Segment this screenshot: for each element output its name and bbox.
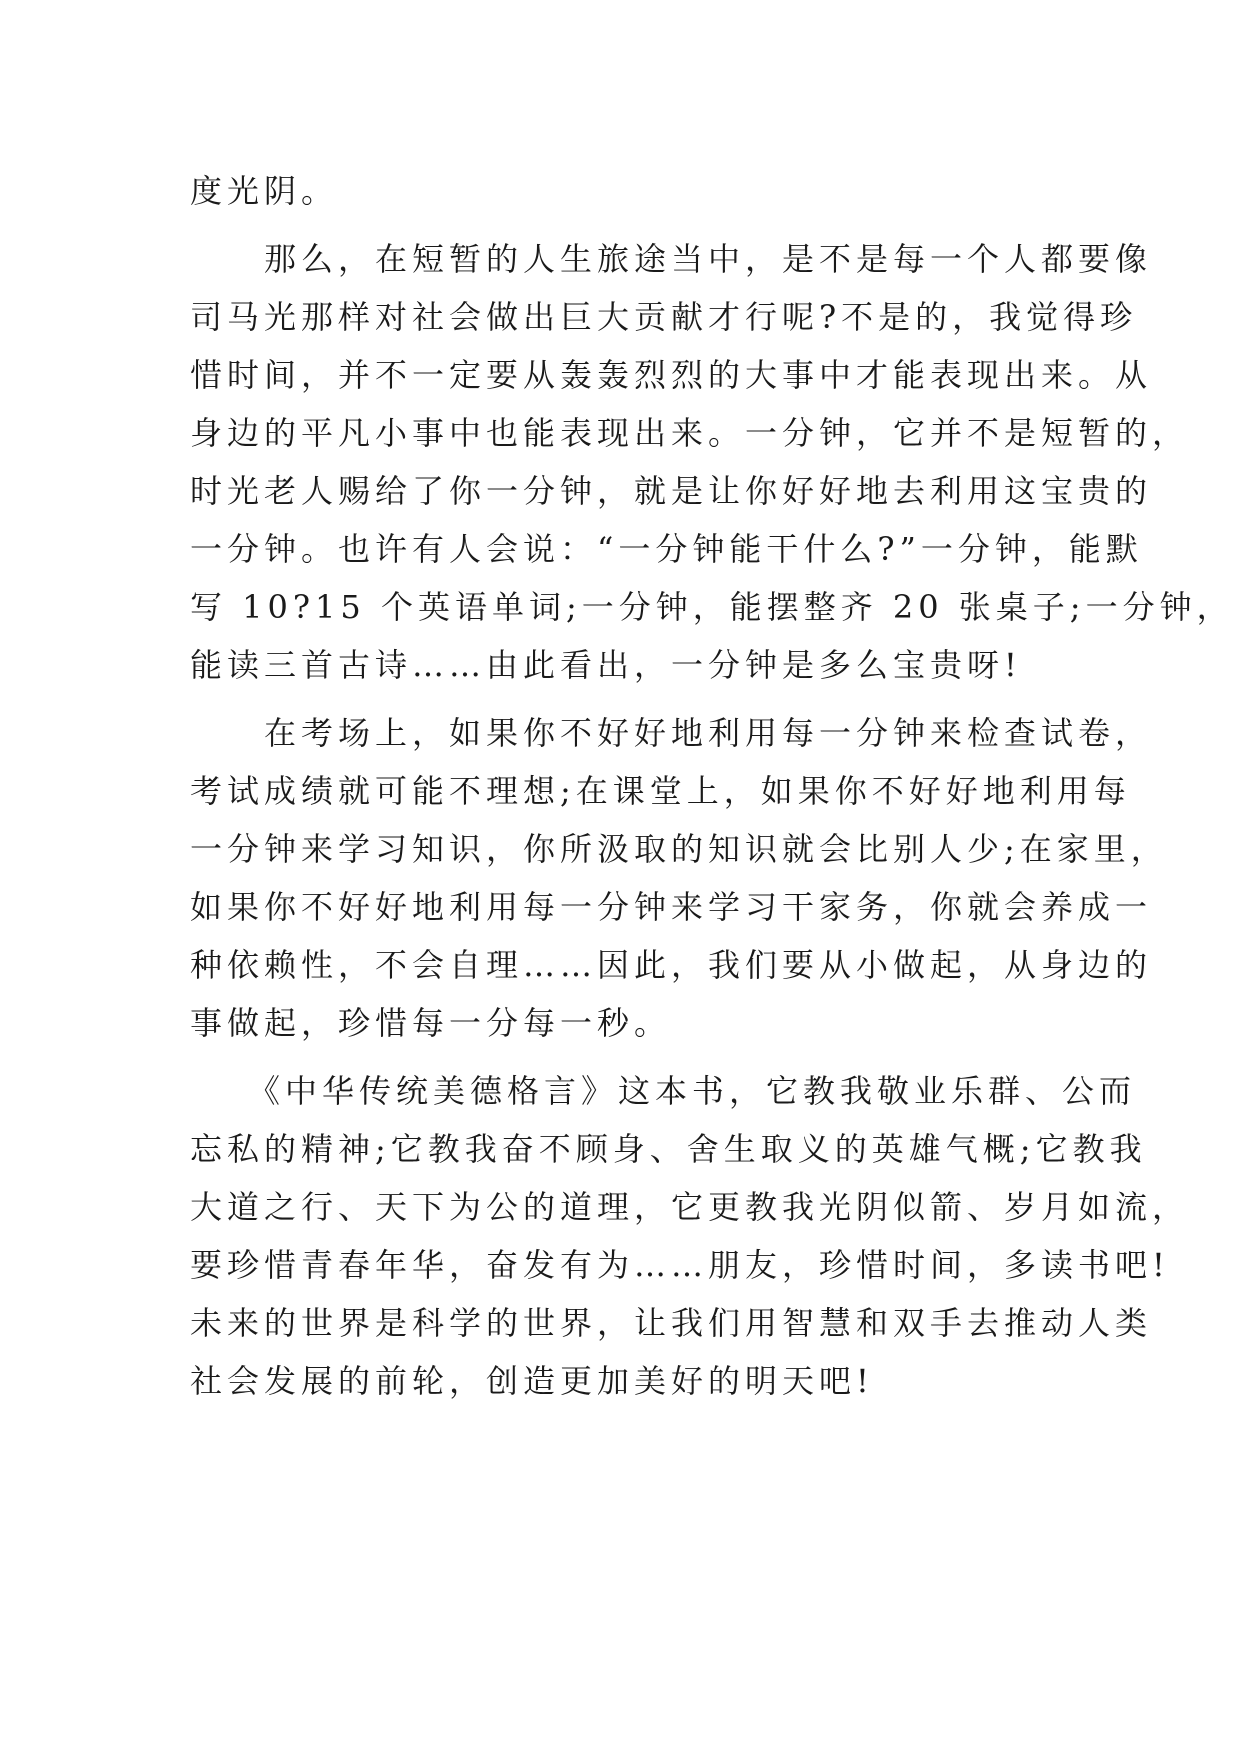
text-line: 如果你不好好地利用每一分钟来学习干家务，你就会养成一	[190, 888, 1153, 926]
text-line: 考试成绩就可能不理想;在课堂上，如果你不好好地利用每	[190, 772, 1131, 810]
text-line: 《中华传统美德格言》这本书，它教我敬业乐群、公而	[190, 1072, 1137, 1110]
paragraph	[190, 704, 1168, 1052]
text-line: 在考场上，如果你不好好地利用每一分钟来检查试卷，	[190, 714, 1153, 752]
text-line: 社会发展的前轮，创造更加美好的明天吧!	[190, 1362, 874, 1400]
text-line: 大道之行、天下为公的道理，它更教我光阴似箭、岁月如流，	[190, 1188, 1190, 1226]
text-line: 身边的平凡小事中也能表现出来。一分钟，它并不是短暂的，	[190, 414, 1190, 452]
paragraph	[190, 230, 1234, 694]
paragraph	[190, 162, 1062, 220]
text-line: 种依赖性，不会自理……因此，我们要从小做起，从身边的	[190, 946, 1153, 984]
text-line: 度光阴。	[190, 172, 339, 210]
paragraph	[190, 1062, 1190, 1410]
text-line: 那么，在短暂的人生旅途当中，是不是每一个人都要像	[190, 240, 1153, 278]
text-line: 未来的世界是科学的世界，让我们用智慧和双手去推动人类	[190, 1304, 1153, 1342]
text-line: 写 10?15 个英语单词;一分钟，能摆整齐 20 张桌子;一分钟，	[190, 588, 1234, 626]
document-body	[190, 162, 1234, 1410]
text-line: 事做起，珍惜每一分每一秒。	[190, 1004, 672, 1042]
text-line: 司马光那样对社会做出巨大贡献才行呢?不是的，我觉得珍	[190, 298, 1138, 336]
text-line: 惜时间，并不一定要从轰轰烈烈的大事中才能表现出来。从	[190, 356, 1153, 394]
text-line: 能读三首古诗……由此看出，一分钟是多么宝贵呀!	[190, 646, 1022, 684]
text-line: 一分钟。也许有人会说：“一分钟能干什么?”一分钟，能默	[190, 530, 1143, 568]
text-line: 要珍惜青春年华，奋发有为……朋友，珍惜时间，多读书吧!	[190, 1246, 1170, 1284]
text-line: 一分钟来学习知识，你所汲取的知识就会比别人少;在家里，	[190, 830, 1168, 868]
text-line: 忘私的精神;它教我奋不顾身、舍生取义的英雄气概;它教我	[190, 1130, 1147, 1168]
text-line: 时光老人赐给了你一分钟，就是让你好好地去利用这宝贵的	[190, 472, 1153, 510]
